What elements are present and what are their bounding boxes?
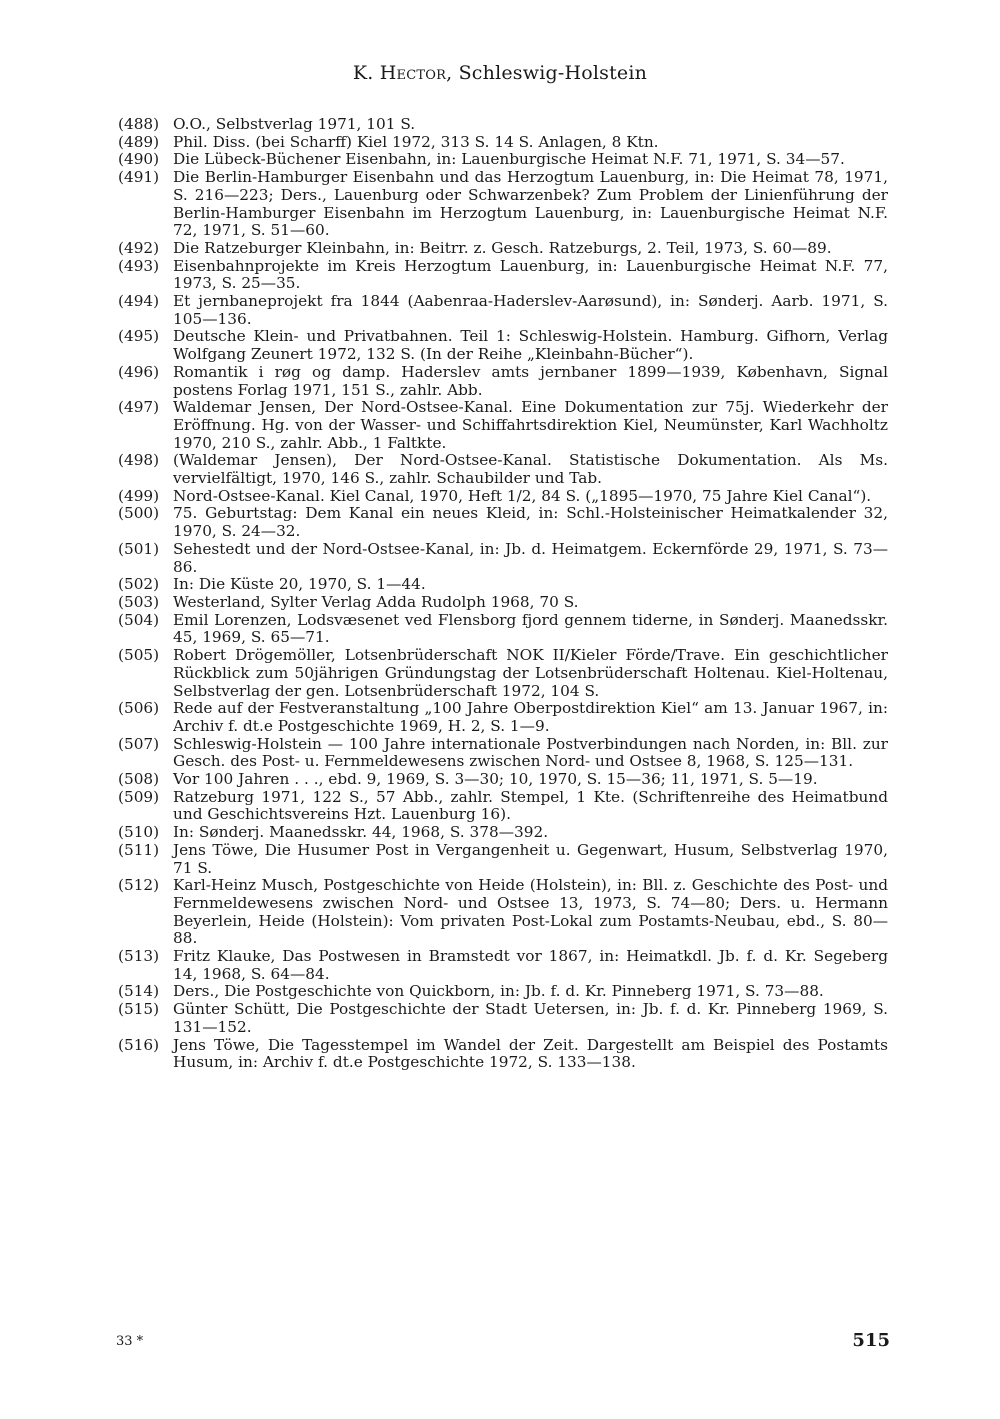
- entry-number: (489): [118, 132, 160, 151]
- entry-number: (501): [118, 539, 160, 558]
- entry-text: Westerland, Sylter Verlag Adda Rudolph 1968, 70 S.: [173, 592, 579, 611]
- bibliography-entry: [118, 948, 888, 983]
- entry-text: Nord-Ostsee-Kanal. Kiel Canal, 1970, Heft 1/2, 84 S. („1895—1970, 75 Jahre Kiel Canal“).: [173, 486, 872, 505]
- bibliography-entry: [118, 842, 888, 877]
- entry-number: (515): [118, 1000, 160, 1019]
- entry-text: Et jernbaneprojekt fra 1844 (Aabenraa-Haderslev-Aarøsund), in: Sønderj. Aarb. 1971, S. 105—136.: [173, 292, 888, 328]
- entry-number: (502): [118, 575, 160, 594]
- entry-text: Eisenbahnprojekte im Kreis Herzogtum Lauenburg, in: Lauenburgische Heimat N.F. 77, 1973, S. 25—35.: [173, 256, 888, 293]
- entry-number: (499): [118, 486, 160, 505]
- entry-text: (Waldemar Jensen), Der Nord-Ostsee-Kanal. Statistische Dokumentation. Als Ms. vervielfältigt, 1970, 146 S., zahlr. Schaubilder und Tab.: [173, 451, 888, 488]
- bibliography-entry: [118, 877, 888, 948]
- entry-number: (504): [118, 610, 160, 629]
- bibliography-entry: [118, 541, 888, 576]
- bibliography-entry: [118, 612, 888, 647]
- entry-number: (493): [118, 256, 160, 275]
- entry-number: (498): [118, 451, 160, 470]
- bibliography-entry: [118, 983, 888, 1001]
- entry-text: Ders., Die Postgeschichte von Quickborn, in: Jb. f. d. Kr. Pinneberg 1971, S. 73—88.: [173, 982, 824, 1001]
- entry-number: (509): [118, 787, 160, 806]
- bibliography-entry: [118, 594, 888, 612]
- entry-number: (512): [118, 876, 160, 895]
- bibliography-entry: [118, 789, 888, 824]
- bibliography-entry: [118, 258, 888, 293]
- entry-number: (500): [118, 504, 160, 523]
- bibliography-entry: [118, 399, 888, 452]
- header-title: , Schleswig-Holstein: [446, 62, 648, 84]
- entry-text: Jens Töwe, Die Tagesstempel im Wandel der Zeit. Dargestellt am Beispiel des Postamts Husum, in: Archiv f. dt.e Postgeschichte 1972, S. 133—138.: [173, 1035, 888, 1072]
- entry-number: (496): [118, 362, 160, 381]
- entry-text: Günter Schütt, Die Postgeschichte der Stadt Uetersen, in: Jb. f. d. Kr. Pinneberg 1969, S. 131—152.: [173, 1000, 888, 1036]
- entry-text: Fritz Klauke, Das Postwesen in Bramstedt vor 1867, in: Heimatkdl. Jb. f. d. Kr. Segeberg 14, 1968, S. 64—84.: [173, 947, 888, 983]
- entry-text: Die Berlin-Hamburger Eisenbahn und das Herzogtum Lauenburg, in: Die Heimat 78, 1971, S. 216—223; Ders., Lauenburg oder Schwarzenbek? Zum Problem der Linienführung der Berlin-Hamburger Eisenbahn im Herzogtum Lauenburg, in: Lauenburgische Heimat N.F. 72, 1971, S. 51—60.: [173, 168, 888, 240]
- entry-number: (494): [118, 292, 160, 311]
- entry-text: O.O., Selbstverlag 1971, 101 S.: [173, 115, 416, 133]
- entry-number: (488): [118, 115, 160, 133]
- bibliography-entry: [118, 364, 888, 399]
- entry-text: 75. Geburtstag: Dem Kanal ein neues Kleid, in: Schl.-Holsteinischer Heimatkalender 32, 1970, S. 24—32.: [173, 504, 888, 541]
- entry-number: (505): [118, 646, 160, 665]
- bibliography-entry: [118, 293, 888, 328]
- entry-text: Waldemar Jensen, Der Nord-Ostsee-Kanal. Eine Dokumentation zur 75j. Wiederkehr der Eröffnung. Hg. von der Wasser- und Schiffahrtsdirektion Kiel, Neumünster, Karl Wachholtz 1970, 210 S., zahlr. Abb., 1 Faltkte.: [173, 398, 888, 452]
- entry-text: In: Sønderj. Maanedsskr. 44, 1968, S. 378—392.: [173, 823, 549, 842]
- bibliography-entry: [118, 240, 888, 258]
- bibliography-entry: [118, 169, 888, 240]
- entry-text: In: Die Küste 20, 1970, S. 1—44.: [173, 575, 426, 594]
- entry-text: Die Ratzeburger Kleinbahn, in: Beitrr. z. Gesch. Ratzeburgs, 2. Teil, 1973, S. 60—89.: [173, 238, 832, 257]
- bibliography-entry: [118, 151, 888, 169]
- bibliography-entry: [118, 576, 888, 594]
- entry-text: Die Lübeck-Büchener Eisenbahn, in: Lauenburgische Heimat N.F. 71, 1971, S. 34—57.: [173, 150, 845, 169]
- entry-number: (516): [118, 1035, 160, 1054]
- page-number: 515: [852, 1330, 890, 1351]
- entry-text: Robert Drögemöller, Lotsenbrüderschaft NOK II/Kieler Förde/Trave. Ein geschichtlicher Rückblick zum 50jährigen Gründungstag der Lotsenbrüderschaft Holtenau. Kiel-Holtenau, Selbstverlag der gen. Lotsenbrüderschaft 1972, 104 S.: [173, 646, 888, 700]
- bibliography-entry: [118, 700, 888, 735]
- bibliography-entry: [118, 771, 888, 789]
- bibliography-entry: [118, 116, 888, 134]
- bibliography-entry: [118, 1001, 888, 1036]
- entry-text: Romantik i røg og damp. Haderslev amts jernbaner 1899—1939, København, Signal postens Forlag 1971, 151 S., zahlr. Abb.: [173, 362, 888, 399]
- bibliography-entry: [118, 824, 888, 842]
- entry-text: Jens Töwe, Die Husumer Post in Vergangenheit u. Gegenwart, Husum, Selbstverlag 1970, 71 S.: [173, 840, 888, 877]
- entry-number: (511): [118, 840, 160, 859]
- entry-text: Vor 100 Jahren . . ., ebd. 9, 1969, S. 3—30; 10, 1970, S. 15—36; 11, 1971, S. 5—19.: [173, 770, 818, 789]
- entry-text: Schleswig-Holstein — 100 Jahre internationale Postverbindungen nach Norden, in: Bll. zur Gesch. des Post- u. Fernmeldewesens zwischen Nord- und Ostsee 8, 1968, S. 125—131.: [173, 734, 888, 771]
- entry-text: Ratzeburg 1971, 122 S., 57 Abb., zahlr. Stempel, 1 Kte. (Schriftenreihe des Heimatbund und Geschichtsvereins Hzt. Lauenburg 16).: [173, 787, 888, 824]
- entry-number: (510): [118, 823, 160, 842]
- entry-number: (503): [118, 592, 160, 611]
- entry-text: Emil Lorenzen, Lodsvæsenet ved Flensborg fjord gennem tiderne, in Sønderj. Maanedsskr. 45, 1969, S. 65—71.: [173, 610, 888, 647]
- entry-number: (507): [118, 734, 160, 753]
- entry-number: (490): [118, 150, 160, 169]
- entry-text: Phil. Diss. (bei Scharff) Kiel 1972, 313 S. 14 S. Anlagen, 8 Ktn.: [173, 132, 659, 151]
- bibliography-entry: [118, 488, 888, 506]
- entry-number: (491): [118, 168, 160, 187]
- entry-number: (495): [118, 327, 160, 346]
- entry-text: Deutsche Klein- und Privatbahnen. Teil 1: Schleswig-Holstein. Hamburg. Gifhorn, Verlag Wolfgang Zeunert 1972, 132 S. (In der Reihe „Kleinbahn-Bücher“).: [173, 327, 888, 364]
- bibliography-entry: [118, 647, 888, 700]
- bibliography-entry: [118, 505, 888, 540]
- entry-number: (514): [118, 982, 160, 1001]
- entry-number: (513): [118, 947, 160, 966]
- running-header: [0, 62, 1000, 84]
- entry-text: Sehestedt und der Nord-Ostsee-Kanal, in: Jb. d. Heimatgem. Eckernförde 29, 1971, S. 73—86.: [173, 539, 888, 576]
- bibliography-entry: [118, 328, 888, 363]
- entry-number: (492): [118, 238, 160, 257]
- entry-number: (508): [118, 770, 160, 789]
- entry-text: Karl-Heinz Musch, Postgeschichte von Heide (Holstein), in: Bll. z. Geschichte des Post- und Fernmeldewesens zwischen Nord- und Ostsee 13, 1973, S. 74—80; Ders. u. Hermann Beyerlein, Heide (Holstein): Vom privaten Post-Lokal zum Postamts-Neubau, ebd., S. 80—88.: [173, 876, 888, 948]
- bibliography-entry: [118, 736, 888, 771]
- bibliography-list: [118, 116, 888, 1072]
- signature-mark: 33 *: [116, 1334, 144, 1349]
- entry-text: Rede auf der Festveranstaltung „100 Jahre Oberpostdirektion Kiel“ am 13. Januar 1967, in: Archiv f. dt.e Postgeschichte 1969, H. 2, S. 1—9.: [173, 699, 888, 735]
- bibliography-entry: [118, 452, 888, 487]
- bibliography-entry: [118, 134, 888, 152]
- bibliography-entry: [118, 1037, 888, 1072]
- entry-number: (497): [118, 398, 160, 417]
- entry-number: (506): [118, 699, 160, 718]
- header-author: K. Hector: [352, 62, 447, 84]
